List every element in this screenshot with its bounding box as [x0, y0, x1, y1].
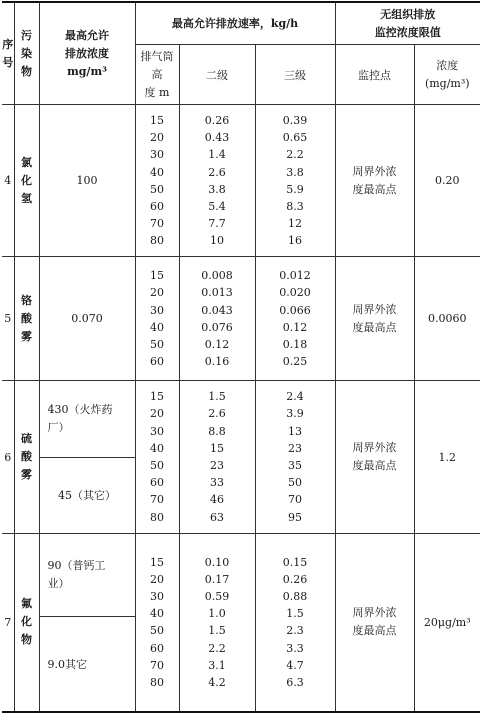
header-max-rate: 最高允许排放速率，kg/h [135, 2, 335, 45]
max-concentration: 100 [39, 105, 135, 257]
max-concentration-a: 90（普钙工 业） [39, 533, 135, 616]
pollutant-name: 氯 化 氢 [14, 105, 39, 257]
level-3-rates: 0.15 0.26 0.88 1.5 2.3 3.3 4.7 6.3 [255, 533, 335, 712]
stack-heights: 15 20 30 40 50 60 70 80 [135, 105, 179, 257]
monitor-point: 周界外浓 度最高点 [335, 257, 414, 381]
max-concentration-b: 45（其它） [39, 457, 135, 533]
level-2-rates: 0.10 0.17 0.59 1.0 1.5 2.2 3.1 4.2 [179, 533, 255, 712]
header-level-3: 三级 [255, 45, 335, 105]
max-concentration-a: 430（火炸药 厂） [39, 381, 135, 457]
max-concentration: 0.070 [39, 257, 135, 381]
level-3-rates: 0.012 0.020 0.066 0.12 0.18 0.25 [255, 257, 335, 381]
row-no: 5 [2, 257, 14, 381]
max-concentration-b: 9.0其它 [39, 616, 135, 712]
table-row [2, 105, 480, 257]
fugitive-limit: 1.2 [414, 381, 480, 533]
header-fugitive-limit: 无组织排放 监控浓度限值 [335, 2, 480, 45]
emission-limits-table [2, 1, 480, 713]
table-row [2, 381, 480, 457]
fugitive-limit: 0.20 [414, 105, 480, 257]
level-2-rates: 0.008 0.013 0.043 0.076 0.12 0.16 [179, 257, 255, 381]
header-stack-height: 排气筒高 度 m [135, 45, 179, 105]
level-2-rates: 1.5 2.6 8.8 15 23 33 46 63 [179, 381, 255, 533]
row-no: 4 [2, 105, 14, 257]
stack-heights: 15 20 30 40 50 60 70 80 [135, 381, 179, 533]
pollutant-name: 硫 酸 雾 [14, 381, 39, 533]
header-max-concentration: 最高允许 排放浓度 mg/m³ [39, 2, 135, 105]
stack-heights: 15 20 30 40 50 60 70 80 [135, 533, 179, 712]
header-no: 序 号 [2, 2, 14, 105]
fugitive-limit: 0.0060 [414, 257, 480, 381]
row-no: 7 [2, 533, 14, 712]
header-concentration: 浓度 (mg/m³) [414, 45, 480, 105]
table-row [2, 257, 480, 381]
fugitive-limit: 20μg/m³ [414, 533, 480, 712]
pollutant-name: 铬 酸 雾 [14, 257, 39, 381]
monitor-point: 周界外浓 度最高点 [335, 381, 414, 533]
table-row [2, 533, 480, 616]
monitor-point: 周界外浓 度最高点 [335, 533, 414, 712]
monitor-point: 周界外浓 度最高点 [335, 105, 414, 257]
level-3-rates: 2.4 3.9 13 23 35 50 70 95 [255, 381, 335, 533]
header-row-1 [2, 2, 480, 45]
header-level-2: 二级 [179, 45, 255, 105]
level-2-rates: 0.26 0.43 1.4 2.6 3.8 5.4 7.7 10 [179, 105, 255, 257]
pollutant-name: 氟 化 物 [14, 533, 39, 712]
header-monitor-point: 监控点 [335, 45, 414, 105]
level-3-rates: 0.39 0.65 2.2 3.8 5.9 8.3 12 16 [255, 105, 335, 257]
stack-heights: 15 20 30 40 50 60 [135, 257, 179, 381]
header-pollutant: 污 染 物 [14, 2, 39, 105]
row-no: 6 [2, 381, 14, 533]
